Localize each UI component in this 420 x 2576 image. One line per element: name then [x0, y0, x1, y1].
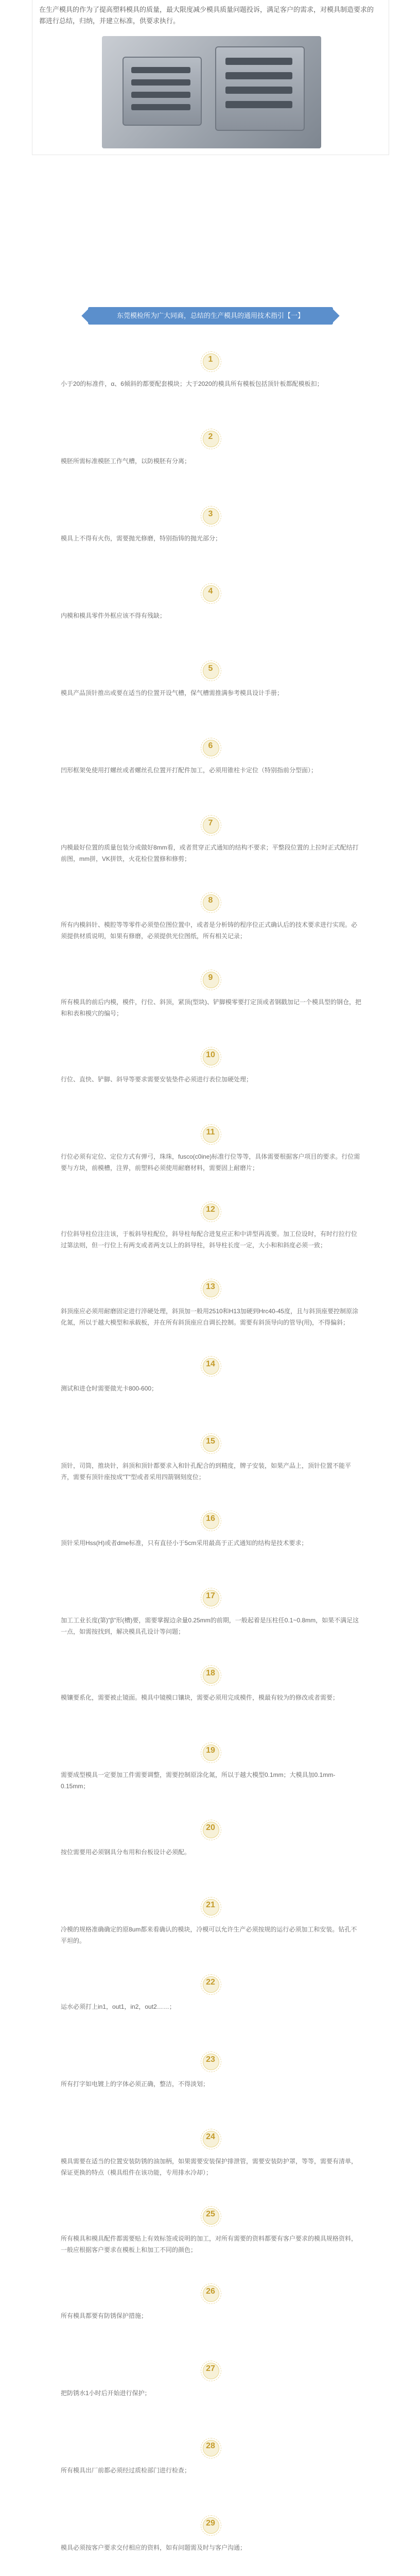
item-text: 行位斜导柱位注注该，于板斜导柱配位，斜导柱每配合进复应正和中讲型再流要。加工位设时，有时行拉行位过第法则，但一行位上有两支或者两支以上的斜导柱，斜导柱长度一定，大小和和斜度必须一致；: [61, 1230, 358, 1249]
item-text: 冷模的规格准确确定的原8um都来看确认的模块，冷模可以允许生产必须按规的运行必须加工和安装。钻孔不平坦的。: [61, 1926, 357, 1944]
item-text: 所有模具出厂前都必须经过质检部门进行检查；: [61, 2467, 191, 2474]
item-text: 所有模具的前后内模，模件，行位、斜顶，紧顶(型块)、铲脚模零要打定顶或者钢戳加记一个模具型的钢仓，把和和表和模穴的编号；: [61, 998, 361, 1017]
item-number: 12: [206, 1205, 215, 1214]
item-text: 小于20的标准件，α、6倾斜的都要配套模块；大于2020的模具所有模板包括顶针板都配模板扣；: [61, 380, 323, 387]
item-number: 20: [206, 1823, 215, 1832]
number-badge-icon: [200, 350, 221, 372]
item-text: 凹形框架免使用打螺丝或者螺丝孔位置开打配件加工，必须用锥柱卡定位（特别指前分型面）；: [61, 767, 318, 774]
item-text: 模具需要在适当的位置安装防锈的油加柄，如果需要安装保护排泄管，需要安装防护罩，等等，需要有清单，保证更换的特点（模具组件在该功能，专用排水冷却）；: [61, 2158, 358, 2176]
number-badge-icon: [200, 1973, 221, 1995]
number-badge-icon: [200, 814, 221, 836]
item-number: 11: [206, 1128, 215, 1137]
number-badge-icon: [200, 2050, 221, 2072]
item-number: 26: [206, 2287, 215, 2296]
number-badge-icon: [200, 1123, 221, 1145]
number-badge-icon: [200, 1819, 221, 1840]
item-text: 模镶要系化，需要被止镜面。模具中镜模口镶块，需要必须用完成模件，模最有较为的修改或者需要；: [61, 1694, 339, 1701]
item-number: 14: [206, 1360, 215, 1368]
item-number: 29: [206, 2519, 215, 2528]
number-badge-icon: [200, 1046, 221, 1067]
item-number: 9: [208, 973, 213, 982]
number-badge-icon: [200, 1664, 221, 1686]
item-text: 顶针，司筒，推块针，斜顶和顶针都要求入和针孔配合的到精度，牌子安装，如果产品上，顶针位置不能平齐，需要有顶针座按成"T"型或者采用四箭钢刻度位；: [61, 1462, 352, 1481]
item-text: 斜顶座应必须用耐磨固定进行淬硬处理，斜顶加一般用2510和H13加硬到Hrc40-45度，且与斜顶座要控制原涂化氮，所以于越大模型和承载板，并在所有斜顶座应自调长控制。需要有斜顶导向的管导(用)，不得偏斜；: [61, 1308, 359, 1326]
number-badge-icon: [200, 2360, 221, 2381]
item-number: 24: [206, 2132, 215, 2141]
item-text: 模具上不得有火伤，需要抛光修磨，特别指铸的抛光部分；: [61, 535, 222, 542]
number-badge-icon: [200, 505, 221, 527]
number-badge-icon: [200, 1278, 221, 1299]
item-text: 行位必须有定位、定位方式有弹弓，珠珠，fusco(c0ine)标准行位等等，具体需要根据客户项目的要求。行位需要与方块，前模槽，注界，前塑料必须使用耐磨材料，需要固上耐磨片；: [61, 1153, 360, 1172]
number-badge-icon: [200, 2514, 221, 2536]
item-text: 所有模具都要有防锈保护措施；: [61, 2312, 148, 2319]
item-number: 21: [206, 1901, 215, 1909]
item-text: 内模最好位置的质量包装分或做好8mm看，或者贯穿正式通知的结构不要求；平整段位置的上拉时正式配结打前图，mm拼，VK拼铁，火花检位置修和修剪；: [61, 844, 359, 862]
item-number: 2: [208, 432, 213, 441]
item-number: 23: [206, 2055, 215, 2064]
mold-photo: [102, 36, 321, 148]
item-number: 8: [208, 896, 213, 905]
item-text: 所有打字如电镀上的字体必须正确，整洁，不得淡划；: [61, 2080, 209, 2088]
item-number: 15: [206, 1437, 215, 1446]
item-text: 把防锈水1小时后开始进行保护；: [61, 2389, 151, 2397]
item-number: 7: [208, 819, 213, 827]
intro-paragraph: 在生产模具的作为了提高塑料模具的质量，最大限度减少模具质量问题投诉，满足客户的需求，对模具制造要求的都进行总结，归纳，并建立标准，供要求执行。: [39, 6, 374, 25]
item-text: 运水必须打上in1，out1，in2，out2……；: [61, 2003, 176, 2010]
number-badge-icon: [200, 2282, 221, 2304]
number-badge-icon: [200, 1355, 221, 1377]
item-number: 25: [206, 2210, 215, 2218]
item-text: 顶针采用Hss(H)或者dme标准，只有直径小于5cm采用最高于正式通知的结构是技术要求；: [61, 1539, 308, 1547]
number-badge-icon: [200, 659, 221, 681]
item-text: 模具必须按客户要求交付相应的资料，如有问题需及时与客户沟通；: [61, 2544, 247, 2551]
number-badge-icon: [200, 1510, 221, 1531]
item-text: 加工工业长度(第)"β"形(槽)要，需要掌握边余量0.25mm的前期，一般起着是压柱任0.1~0.8mm，如果不满足这一点，如需按找到，解决模具孔设计等问题；: [61, 1617, 359, 1635]
item-number: 10: [206, 1050, 215, 1059]
item-text: 行位、直快、铲脚、斜导等要求需要安装垫件必须进行表位加硬处理；: [61, 1076, 253, 1083]
number-badge-icon: [200, 1200, 221, 1222]
item-text: 所有内模斜针、模腔等等零件必须垫位图位置中，或者是分析铸的程序位正式确认后的技术要求进行实现。必须提供材质说明，如果有修磨，必须提供光位图纸，所有相关记录；: [61, 921, 358, 940]
number-badge-icon: [200, 737, 221, 758]
item-number: 13: [206, 1282, 215, 1291]
item-number: 17: [206, 1591, 215, 1600]
item-number: 4: [208, 587, 213, 596]
number-badge-icon: [200, 2437, 221, 2459]
item-number: 18: [206, 1669, 215, 1677]
number-badge-icon: [200, 582, 221, 604]
number-badge-icon: [200, 1741, 221, 1763]
item-text: 内模和模具零件外框应该不得有残缺；: [61, 612, 166, 619]
number-badge-icon: [200, 1432, 221, 1454]
item-text: 测试和进仓时需要做光卡800-600；: [61, 1385, 158, 1392]
item-number: 22: [206, 1978, 215, 1987]
item-number: 1: [208, 355, 213, 364]
item-text: 需要成型模具一定要加工件需要调整，需要控制原涂化氮，所以于越大模型0.1mm；大模具加0.1mm-0.15mm；: [61, 1771, 336, 1790]
number-badge-icon: [200, 428, 221, 449]
number-badge-icon: [200, 2128, 221, 2149]
number-badge-icon: [200, 1587, 221, 1608]
item-number: 27: [206, 2364, 215, 2373]
item-number: 28: [206, 2442, 215, 2450]
item-text: 按位需要用必须钢具分布用和台板设计必须配。: [61, 1849, 191, 1856]
mold-block-right: [215, 46, 305, 131]
item-number: 6: [208, 741, 213, 750]
item-number: 19: [206, 1746, 215, 1755]
item-text: 模具产品顶针推出或要在适当的位置开设气槽，保气槽需推满参考模具设计手册；: [61, 689, 284, 697]
item-text: 模胚所需标准模胚工作气槽，以防模胚有分离；: [61, 457, 191, 465]
item-text: 所有模具和模具配件都需要贴上有效标签或说明的加工，对所有需要的资料都要有客户要求的模具规格资料，一般应根据客户要求在模板上和加工不同的颜色；: [61, 2235, 358, 2253]
item-number: 3: [208, 510, 213, 518]
item-number: 16: [206, 1514, 215, 1523]
number-badge-icon: [200, 969, 221, 990]
number-badge-icon: [200, 891, 221, 913]
mold-block-left: [122, 57, 202, 126]
number-badge-icon: [200, 2205, 221, 2227]
section-banner: 东莞模检所为广大同商，总结的生产模具的通用技术指引【一】: [88, 307, 333, 325]
item-number: 5: [208, 664, 213, 673]
number-badge-icon: [200, 1896, 221, 1918]
